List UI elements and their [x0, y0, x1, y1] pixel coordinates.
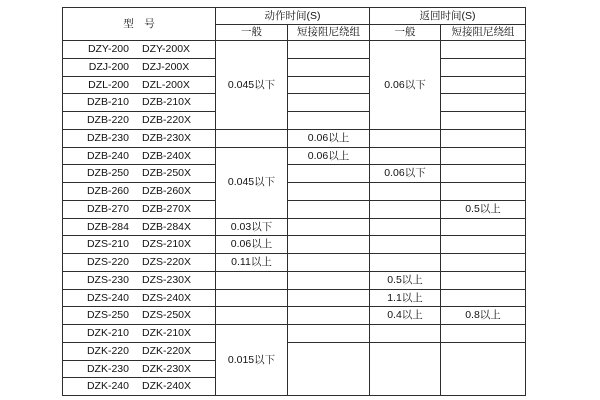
action-damped-cell: 0.06以上 [288, 147, 370, 165]
header-return-time: 返回时间(S) [370, 8, 526, 25]
model-pair [63, 115, 215, 126]
table-row [63, 94, 526, 112]
model-name: DZB-240 [86, 149, 129, 162]
table-body [63, 41, 526, 396]
table-row [63, 236, 526, 254]
model-name-x: DZB-270X [141, 202, 192, 215]
action-general-cell: 0.11以上 [216, 254, 288, 272]
model-name: DZY-200 [87, 43, 129, 56]
action-damped-cell [288, 289, 370, 307]
return-damped-cell [441, 147, 526, 165]
model-cell [63, 94, 216, 112]
model-cell [63, 112, 216, 130]
action-general-cell [216, 271, 288, 289]
return-damped-cell [441, 218, 526, 236]
action-damped-cell [288, 165, 370, 183]
model-name-x: DZB-284X [141, 220, 192, 233]
model-pair [63, 204, 215, 215]
model-cell [63, 360, 216, 378]
model-name: DZK-230 [86, 362, 129, 375]
model-pair [63, 80, 215, 91]
action-damped-cell: 0.06以上 [288, 129, 370, 147]
return-general-cell: 1.1以上 [370, 289, 441, 307]
table-row [63, 76, 526, 94]
model-pair [63, 222, 215, 233]
model-name: DZK-220 [86, 344, 129, 357]
table-row [63, 218, 526, 236]
model-cell [63, 289, 216, 307]
action-general-cell [216, 289, 288, 307]
model-name: DZB-260 [86, 185, 129, 198]
model-name: DZB-270 [86, 202, 129, 215]
model-name-x: DZJ-200X [142, 60, 190, 73]
header-group-row [63, 8, 526, 25]
header-model: 型 号 [63, 8, 216, 41]
model-name: DZS-220 [86, 256, 129, 269]
return-general-cell [370, 254, 441, 272]
action-damped-cell [288, 76, 370, 94]
model-cell [63, 236, 216, 254]
table-row [63, 271, 526, 289]
spec-table [62, 7, 526, 396]
action-damped-cell [288, 183, 370, 201]
model-pair [63, 293, 215, 304]
return-damped-cell [441, 112, 526, 130]
return-general-cell [370, 183, 441, 201]
model-pair [63, 168, 215, 179]
model-cell [63, 200, 216, 218]
model-name: DZS-250 [86, 309, 129, 322]
model-pair [63, 186, 215, 197]
return-damped-cell [441, 254, 526, 272]
table-row [63, 254, 526, 272]
return-general-cell [370, 325, 441, 343]
model-cell [63, 307, 216, 325]
header-return-damped: 短接阻尼绕组 [441, 25, 526, 41]
action-general-cell: 0.015以下 [216, 325, 288, 396]
model-pair [63, 328, 215, 339]
model-pair [63, 381, 215, 392]
model-name-x: DZS-250X [141, 309, 192, 322]
action-general-cell: 0.045以下 [216, 147, 288, 218]
model-name-x: DZS-230X [141, 273, 192, 286]
model-name: DZB-220 [86, 114, 129, 127]
model-cell [63, 218, 216, 236]
model-cell [63, 58, 216, 76]
model-cell [63, 41, 216, 59]
return-damped-cell [441, 183, 526, 201]
action-general-cell: 0.045以下 [216, 41, 288, 130]
action-damped-cell [288, 200, 370, 218]
model-name-x: DZB-230X [141, 131, 192, 144]
action-damped-cell [288, 218, 370, 236]
model-name-x: DZL-200X [142, 78, 190, 91]
table-row [63, 289, 526, 307]
model-name: DZB-284 [86, 220, 129, 233]
model-name: DZS-210 [86, 238, 129, 251]
action-damped-cell [288, 41, 370, 59]
return-damped-cell [441, 129, 526, 147]
model-pair [63, 44, 215, 55]
action-damped-cell [288, 325, 370, 343]
table-row [63, 147, 526, 165]
action-general-cell: 0.03以下 [216, 218, 288, 236]
model-cell [63, 325, 216, 343]
return-damped-cell [441, 236, 526, 254]
model-name: DZB-250 [86, 167, 129, 180]
header-return-general: 一般 [370, 25, 441, 41]
action-damped-cell [288, 254, 370, 272]
model-pair [63, 275, 215, 286]
return-general-cell [370, 218, 441, 236]
model-name-x: DZB-220X [141, 114, 192, 127]
return-general-cell [370, 147, 441, 165]
return-damped-cell [441, 58, 526, 76]
table-row [63, 112, 526, 130]
action-damped-cell [288, 94, 370, 112]
model-name: DZJ-200 [88, 60, 129, 73]
model-name: DZS-230 [86, 273, 129, 286]
return-damped-cell [441, 271, 526, 289]
return-general-cell: 0.06以下 [370, 41, 441, 130]
action-damped-cell [288, 58, 370, 76]
return-general-cell [370, 236, 441, 254]
return-damped-cell: 0.8以上 [441, 307, 526, 325]
model-name: DZL-200 [88, 78, 129, 91]
model-name-x: DZS-210X [141, 238, 192, 251]
action-damped-cell [288, 236, 370, 254]
return-damped-cell [441, 165, 526, 183]
return-damped-cell: 0.5以上 [441, 200, 526, 218]
return-general-cell [370, 129, 441, 147]
model-name-x: DZK-240X [141, 380, 192, 393]
model-pair [63, 346, 215, 357]
model-pair [63, 97, 215, 108]
model-cell [63, 342, 216, 360]
table-row [63, 183, 526, 201]
model-cell [63, 254, 216, 272]
model-pair [63, 257, 215, 268]
model-name-x: DZK-220X [141, 344, 192, 357]
model-cell [63, 378, 216, 396]
return-damped-cell [441, 325, 526, 343]
action-general-cell [216, 307, 288, 325]
table-row [63, 58, 526, 76]
model-pair [63, 151, 215, 162]
action-general-cell [216, 129, 288, 147]
return-damped-cell [441, 94, 526, 112]
action-damped-cell [288, 307, 370, 325]
model-pair [63, 239, 215, 250]
return-damped-cell [441, 41, 526, 59]
header-action-damped: 短接阻尼绕组 [288, 25, 370, 41]
model-name-x: DZB-240X [141, 149, 192, 162]
model-pair [63, 62, 215, 73]
model-cell [63, 183, 216, 201]
action-damped-cell [288, 271, 370, 289]
table-row [63, 41, 526, 59]
action-general-cell: 0.06以上 [216, 236, 288, 254]
model-name-x: DZB-210X [141, 96, 192, 109]
model-name-x: DZS-240X [141, 291, 192, 304]
model-name-x: DZY-200X [142, 43, 191, 56]
model-cell [63, 165, 216, 183]
header-action-time: 动作时间(S) [216, 8, 370, 25]
action-damped-cell [288, 112, 370, 130]
return-damped-cell [441, 289, 526, 307]
table-row [63, 129, 526, 147]
model-name: DZB-230 [86, 131, 129, 144]
model-name-x: DZS-220X [141, 256, 192, 269]
model-name: DZS-240 [86, 291, 129, 304]
return-general-cell: 0.06以下 [370, 165, 441, 183]
table-header [63, 8, 526, 41]
model-name-x: DZB-250X [141, 167, 192, 180]
return-damped-cell [441, 342, 526, 395]
model-cell [63, 271, 216, 289]
table-row [63, 307, 526, 325]
model-name-x: DZK-230X [141, 362, 192, 375]
model-pair [63, 133, 215, 144]
return-general-cell: 0.4以上 [370, 307, 441, 325]
model-pair [63, 310, 215, 321]
table-row [63, 325, 526, 343]
model-name-x: DZK-210X [141, 327, 192, 340]
model-name: DZK-210 [86, 327, 129, 340]
table-row [63, 342, 526, 360]
model-cell [63, 147, 216, 165]
return-general-cell: 0.5以上 [370, 271, 441, 289]
action-damped-cell [288, 342, 370, 395]
model-cell [63, 76, 216, 94]
table-row [63, 165, 526, 183]
model-name: DZB-210 [86, 96, 129, 109]
model-cell [63, 129, 216, 147]
table-row [63, 200, 526, 218]
header-action-general: 一般 [216, 25, 288, 41]
return-general-cell [370, 200, 441, 218]
return-damped-cell [441, 76, 526, 94]
model-pair [63, 364, 215, 375]
return-general-cell [370, 342, 441, 395]
model-name-x: DZB-260X [141, 185, 192, 198]
model-name: DZK-240 [86, 380, 129, 393]
